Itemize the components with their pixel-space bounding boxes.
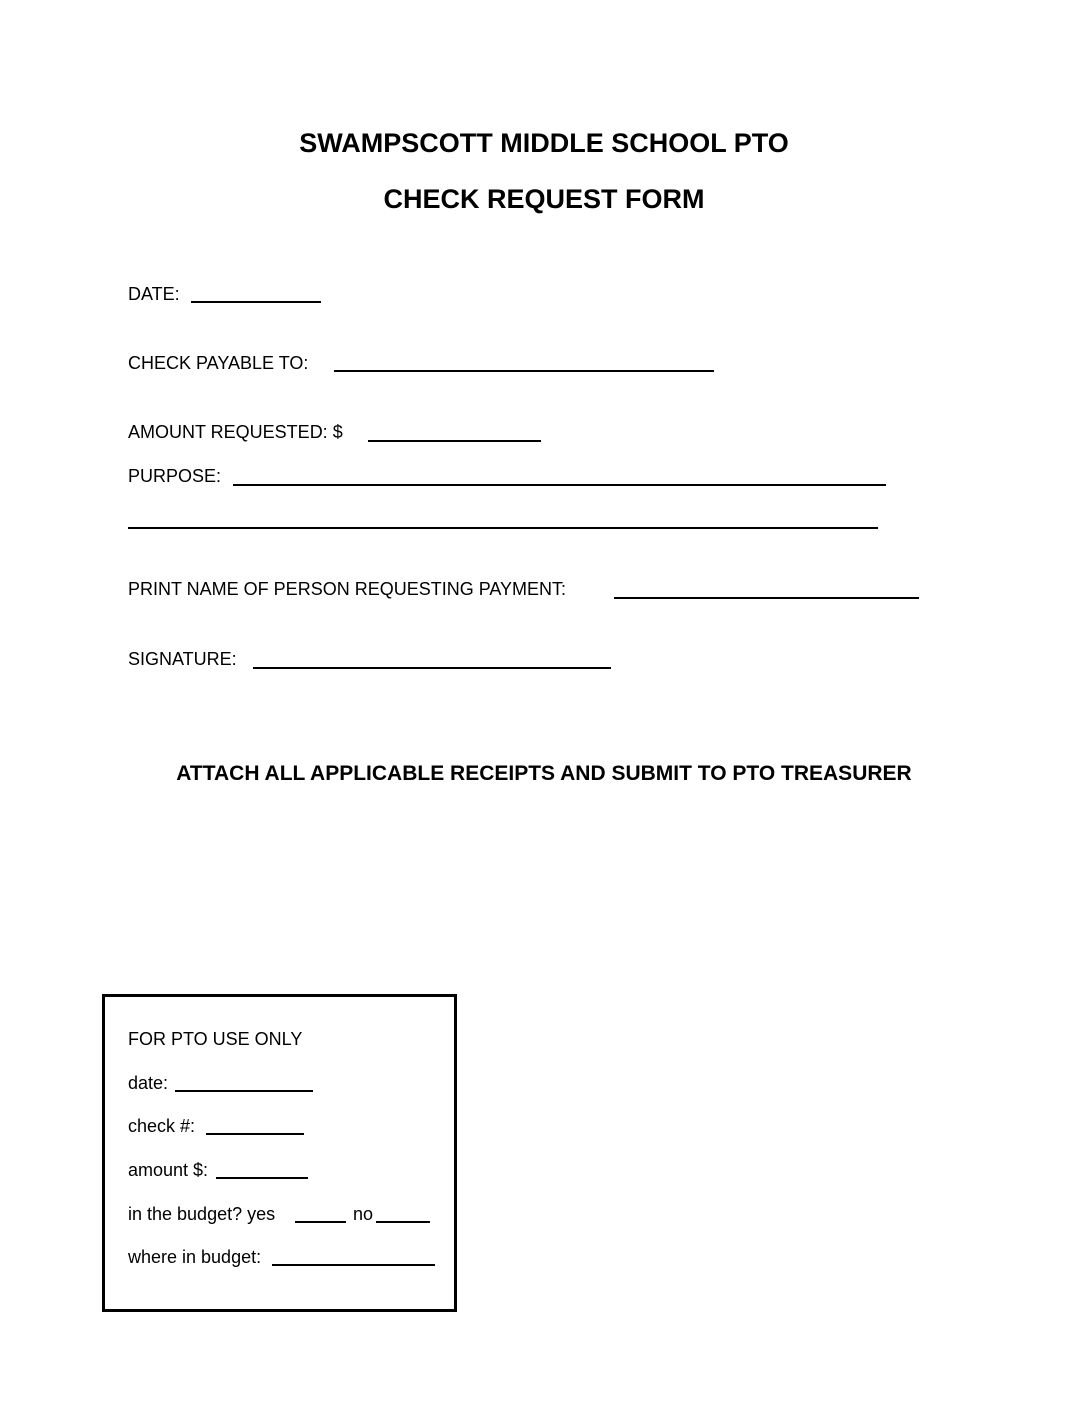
pto-where-in-budget-label: where in budget: xyxy=(128,1247,262,1267)
pto-check-number-label: check #: xyxy=(128,1116,196,1136)
payable-to-field[interactable] xyxy=(334,370,714,372)
pto-budget-no-field[interactable] xyxy=(376,1221,430,1223)
amount-requested-field[interactable] xyxy=(368,440,541,442)
pto-amount-field[interactable] xyxy=(216,1177,308,1179)
print-name-field[interactable] xyxy=(614,597,919,599)
date-label: DATE: xyxy=(128,284,180,304)
signature-field[interactable] xyxy=(253,667,611,669)
pto-box-heading: FOR PTO USE ONLY xyxy=(128,1029,303,1049)
pto-in-budget-label: in the budget? yes xyxy=(128,1204,276,1224)
purpose-field-line-1[interactable] xyxy=(233,484,886,486)
pto-use-only-box xyxy=(102,994,457,1312)
amount-requested-label: AMOUNT REQUESTED: $ xyxy=(128,422,343,442)
pto-check-number-field[interactable] xyxy=(206,1133,304,1135)
signature-label: SIGNATURE: xyxy=(128,649,237,669)
form-title: SWAMPSCOTT MIDDLE SCHOOL PTO xyxy=(299,128,789,158)
payable-to-label: CHECK PAYABLE TO: xyxy=(128,353,309,373)
pto-date-field[interactable] xyxy=(175,1090,313,1092)
form-subtitle: CHECK REQUEST FORM xyxy=(383,184,705,214)
date-field[interactable] xyxy=(191,301,321,303)
pto-no-label: no xyxy=(353,1204,374,1224)
submission-notice: ATTACH ALL APPLICABLE RECEIPTS AND SUBMIT TO PTO TREASURER xyxy=(176,762,912,785)
print-name-label: PRINT NAME OF PERSON REQUESTING PAYMENT: xyxy=(128,579,567,599)
pto-budget-yes-field[interactable] xyxy=(295,1221,346,1223)
purpose-field-line-2[interactable] xyxy=(128,527,878,529)
purpose-label: PURPOSE: xyxy=(128,466,222,486)
pto-where-in-budget-field[interactable] xyxy=(272,1264,435,1266)
pto-amount-label: amount $: xyxy=(128,1160,209,1180)
pto-date-label: date: xyxy=(128,1073,169,1093)
